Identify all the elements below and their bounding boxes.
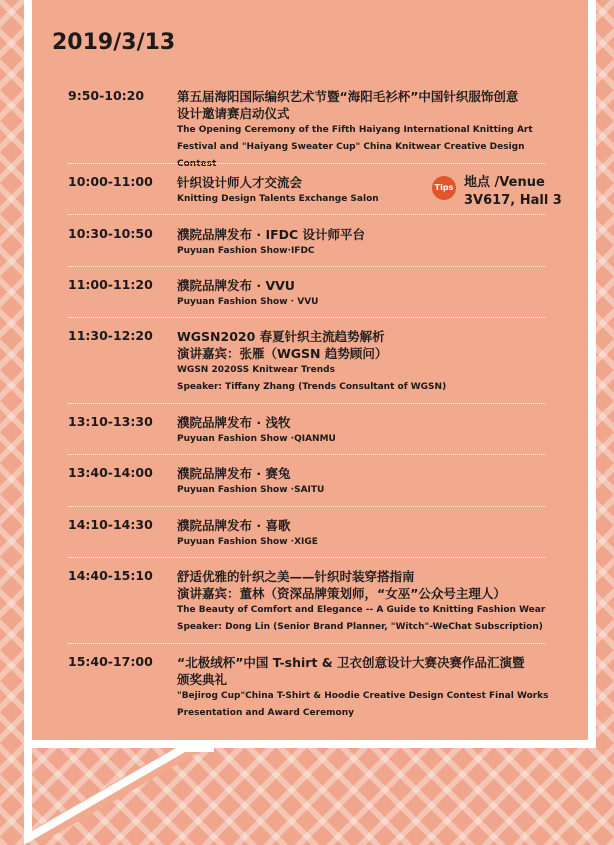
item-content (177, 277, 557, 311)
divider (68, 266, 546, 267)
item-title-cn: 设计邀请赛启动仪式 (177, 106, 290, 121)
item-title-en: Puyuan Fashion Show · VVU (177, 297, 319, 307)
item-content (177, 654, 557, 722)
item-title-cn: “北极绒杯”中国 T-shirt & 卫衣创意设计大赛决赛作品汇演暨 (177, 655, 525, 670)
item-content (177, 328, 557, 396)
item-time: 10:30-10:50 (68, 226, 153, 241)
item-title-en: WGSN 2020SS Knitwear Trends (177, 365, 335, 375)
divider (68, 163, 546, 164)
event-date: 2019/3/13 (52, 30, 176, 55)
item-title-cn: 濮院品牌发布 · 喜歌 (177, 518, 291, 533)
item-content (177, 517, 557, 551)
venue-location: 3V617, Hall 3 (464, 193, 562, 208)
item-time: 15:40-17:00 (68, 654, 153, 669)
item-time: 14:40-15:10 (68, 568, 153, 583)
item-title-en: Festival and "Haiyang Sweater Cup" China Knitwear Creative Design Contest (177, 142, 525, 169)
item-title-cn: 演讲嘉宾：张雁（WGSN 趋势顾问） (177, 346, 388, 361)
divider (68, 557, 546, 558)
item-title-en: Puyuan Fashion Show ·QIANMU (177, 434, 336, 444)
item-content (177, 414, 557, 448)
item-time: 9:50-10:20 (68, 88, 145, 103)
divider (68, 403, 546, 404)
venue-label: 地点 /Venue (464, 175, 545, 190)
item-title-en: The Opening Ceremony of the Fifth Haiyang International Knitting Art (177, 125, 533, 135)
item-title-cn: 颁奖典礼 (177, 672, 228, 687)
item-time: 11:30-12:20 (68, 328, 153, 343)
item-content (177, 174, 557, 208)
divider (68, 506, 546, 507)
item-title-en: Puyuan Fashion Show·IFDC (177, 246, 315, 256)
item-title-en: Speaker: Dong Lin (Senior Brand Planner, "Witch"-WeChat Subscription) (177, 622, 543, 632)
item-title-cn: 演讲嘉宾：董林（资深品牌策划师，“女巫”公众号主理人） (177, 586, 506, 601)
item-time: 10:00-11:00 (68, 174, 153, 189)
item-content (177, 568, 557, 636)
divider (68, 214, 546, 215)
item-content (177, 465, 557, 499)
item-title-cn: 濮院品牌发布 · VVU (177, 278, 295, 293)
item-title-cn: 舒适优雅的针织之美——针织时装穿搭指南 (177, 569, 415, 584)
item-time: 11:00-11:20 (68, 277, 153, 292)
item-title-cn: 濮院品牌发布 · 赛兔 (177, 466, 291, 481)
item-title-cn: 濮院品牌发布 · 浅牧 (177, 415, 291, 430)
divider (68, 454, 546, 455)
item-content (177, 88, 557, 173)
item-title-cn: WGSN2020 春夏针织主流趋势解析 (177, 329, 385, 344)
tips-badge: Tips (432, 176, 456, 200)
item-time: 13:10-13:30 (68, 414, 153, 429)
item-title-cn: 针织设计师人才交流会 (177, 175, 303, 190)
item-title-cn: 第五届海阳国际编织艺术节暨“海阳毛衫杯”中国针织服饰创意 (177, 89, 519, 104)
item-title-en: Speaker: Tiffany Zhang (Trends Consultant of WGSN) (177, 382, 447, 392)
item-title-en: Knitting Design Talents Exchange Salon (177, 194, 379, 204)
item-title-en: The Beauty of Comfort and Elegance -- A Guide to Knitting Fashion Wear (177, 605, 546, 615)
item-time: 13:40-14:00 (68, 465, 153, 480)
item-title-cn: 濮院品牌发布 · IFDC 设计师平台 (177, 227, 366, 242)
item-content (177, 226, 557, 260)
item-title-en: Puyuan Fashion Show ·XIGE (177, 537, 318, 547)
item-title-en: Puyuan Fashion Show ·SAITU (177, 485, 325, 495)
item-title-en: Presentation and Award Ceremony (177, 708, 355, 718)
item-title-en: "Bejirog Cup"China T-Shirt & Hoodie Creative Design Contest Final Works (177, 691, 549, 701)
item-time: 14:10-14:30 (68, 517, 153, 532)
divider (68, 643, 546, 644)
divider (68, 317, 546, 318)
